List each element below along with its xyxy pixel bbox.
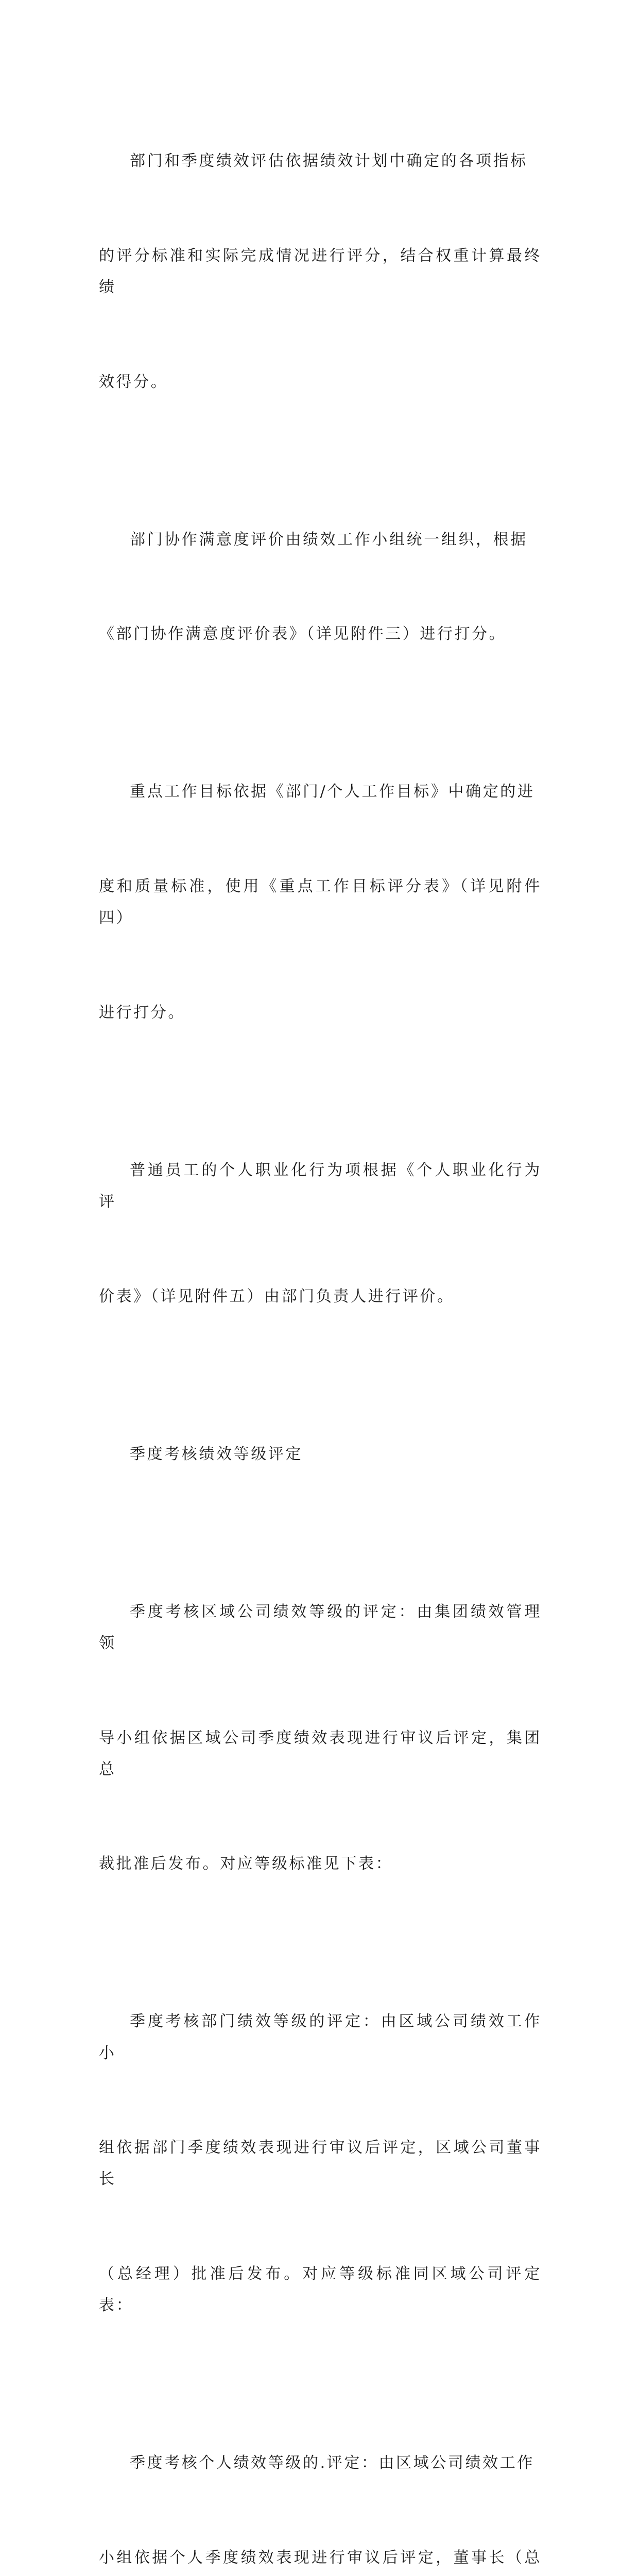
paragraph-regional-company-grade (99, 1533, 542, 1943)
text-line: 部门和季度绩效评估依据绩效计划中确定的各项指标 (130, 152, 528, 171)
paragraph-dept-quarter-evaluation (99, 82, 542, 461)
text-line: 季度考核个人绩效等级的.评定：由区域公司绩效工作 (130, 2454, 534, 2472)
heading-quarterly-grade (99, 1375, 542, 1533)
text-line: 《部门协作满意度评价表》（详见附件三）进行打分。 (99, 625, 507, 643)
text-line: 季度考核绩效等级评定 (130, 1445, 303, 1463)
paragraph-individual-grade (99, 2384, 542, 2576)
text-line: 小组依据个人季度绩效表现进行审议后评定，董事长（总 (99, 2548, 542, 2567)
paragraph-key-work-goals (99, 713, 542, 1091)
paragraph-department-grade (99, 1943, 542, 2384)
text-line: 的评分标准和实际完成情况进行评分，结合权重计算最终绩 (99, 247, 542, 297)
text-line: 组依据部门季度绩效表现进行审议后评定，区域公司董事长 (99, 2139, 542, 2189)
text-line: 进行打分。 (99, 1003, 185, 1022)
text-line: 裁批准后发布。对应等级标准见下表： (99, 1855, 393, 1873)
text-line: 度和质量标准，使用《重点工作目标评分表》（详见附件四） (99, 877, 542, 927)
paragraph-collaboration-satisfaction (99, 461, 542, 713)
text-line: 重点工作目标依据《部门/个人工作目标》中确定的进 (130, 783, 535, 801)
text-line: 效得分。 (99, 372, 168, 391)
text-line: 普通员工的个人职业化行为项根据《个人职业化行为评 (99, 1161, 542, 1211)
text-line: 价表》（详见附件五）由部门负责人进行评价。 (99, 1287, 455, 1306)
text-line: （总经理）批准后发布。对应等级标准同区域公司评定表： (99, 2265, 542, 2315)
paragraph-professional-behavior (99, 1092, 542, 1376)
text-line: 季度考核区域公司绩效等级的评定：由集团绩效管理领 (99, 1602, 542, 1652)
text-line: 导小组依据区域公司季度绩效表现进行审议后评定，集团总 (99, 1728, 542, 1778)
text-line: 部门协作满意度评价由绩效工作小组统一组织，根据 (130, 530, 528, 549)
document-body (99, 82, 542, 2576)
text-line: 季度考核部门绩效等级的评定：由区域公司绩效工作小 (99, 2012, 542, 2062)
